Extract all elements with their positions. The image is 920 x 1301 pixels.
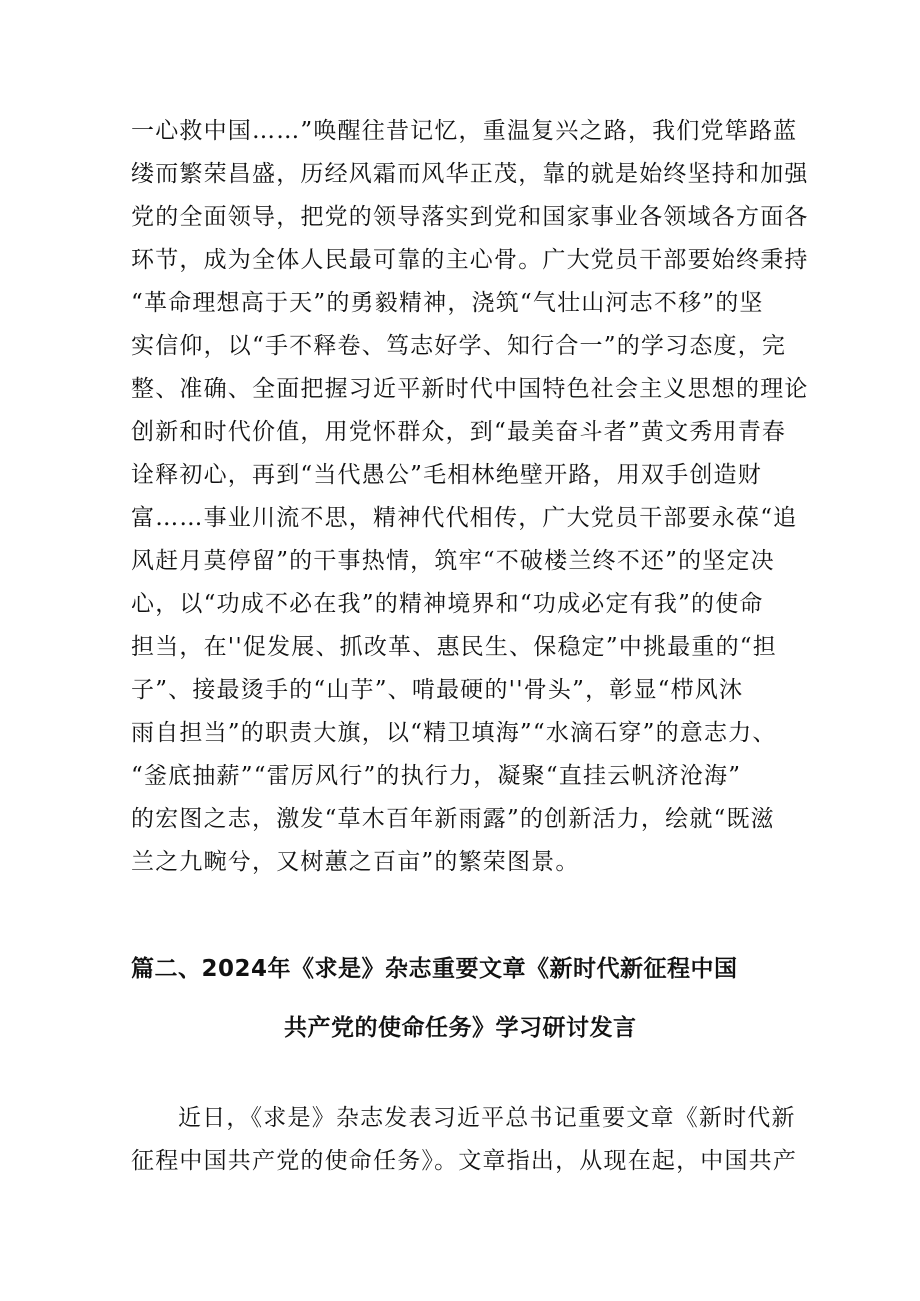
text-line: 子”、接最烫手的“山芋”、啃最硬的''骨头”，彰显“栉风沐: [131, 677, 744, 703]
text-line: 缕而繁荣昌盛，历经风霜而风华正茂，靠的就是始终坚持和加强: [131, 161, 809, 187]
text-line: 富……事业川流不思，精神代代相传，广大党员干部要永葆“追: [131, 505, 798, 531]
text-line: 党的全面领导，把党的领导落实到党和国家事业各领域各方面各: [131, 204, 809, 230]
text-line: 一心救中国……”唤醒往昔记忆，重温复兴之路，我们党筚路蓝: [131, 118, 798, 144]
text-line: 雨自担当”的职责大旗，以“精卫填海”“水滴石穿”的意志力、: [131, 720, 777, 746]
text-line: 征程中国共产党的使命任务》。文章指出，从现在起，中国共产: [131, 1148, 798, 1174]
text-line: 风赶月莫停留”的干事热情，筑牢“不破楼兰终不还”的坚定决: [131, 548, 775, 574]
text-line: 整、准确、全面把握习近平新时代中国特色社会主义思想的理论: [131, 376, 809, 402]
text-line: “革命理想高于天”的勇毅精神，浇筑“气壮山河志不移”的坚: [131, 290, 764, 316]
text-line: 心，以“功成不必在我”的精神境界和“功成必定有我”的使命: [131, 591, 764, 617]
text-line: 近日，《求是》杂志发表习近平总书记重要文章《新时代新: [178, 1105, 796, 1131]
text-line: 实信仰，以“手不释卷、笃志好学、知行合一”的学习态度，完: [131, 333, 787, 359]
text-line: 创新和时代价值，用党怀群众，到“最美奋斗者”黄文秀用青春: [131, 419, 787, 445]
body-paragraph-1: [131, 110, 809, 884]
text-line: 担当，在''促发展、抓改革、惠民生、保稳定”中挑最重的“担: [131, 634, 777, 660]
text-line: “釜底抽薪”“雷厉风行”的执行力，凝聚“直挂云帆济沧海”: [131, 763, 742, 789]
section-heading-line-2: 共产党的使命任务》学习研讨发言: [284, 1015, 637, 1041]
text-line: 兰之九畹兮，又树蕙之百亩”的繁荣图景。: [131, 849, 580, 875]
section-heading-line-1: 篇二、2024年《求是》杂志重要文章《新时代新征程中国: [131, 956, 738, 982]
text-line: 诠释初心，再到“当代愚公”毛相林绝壁开路，用双手创造财: [131, 462, 762, 488]
body-paragraph-2: [131, 1097, 797, 1183]
text-line: 的宏图之志，激发“草木百年新雨露”的创新活力，绘就“既滋: [131, 806, 775, 832]
text-line: 环节，成为全体人民最可靠的主心骨。广大党员干部要始终秉持: [131, 247, 809, 273]
